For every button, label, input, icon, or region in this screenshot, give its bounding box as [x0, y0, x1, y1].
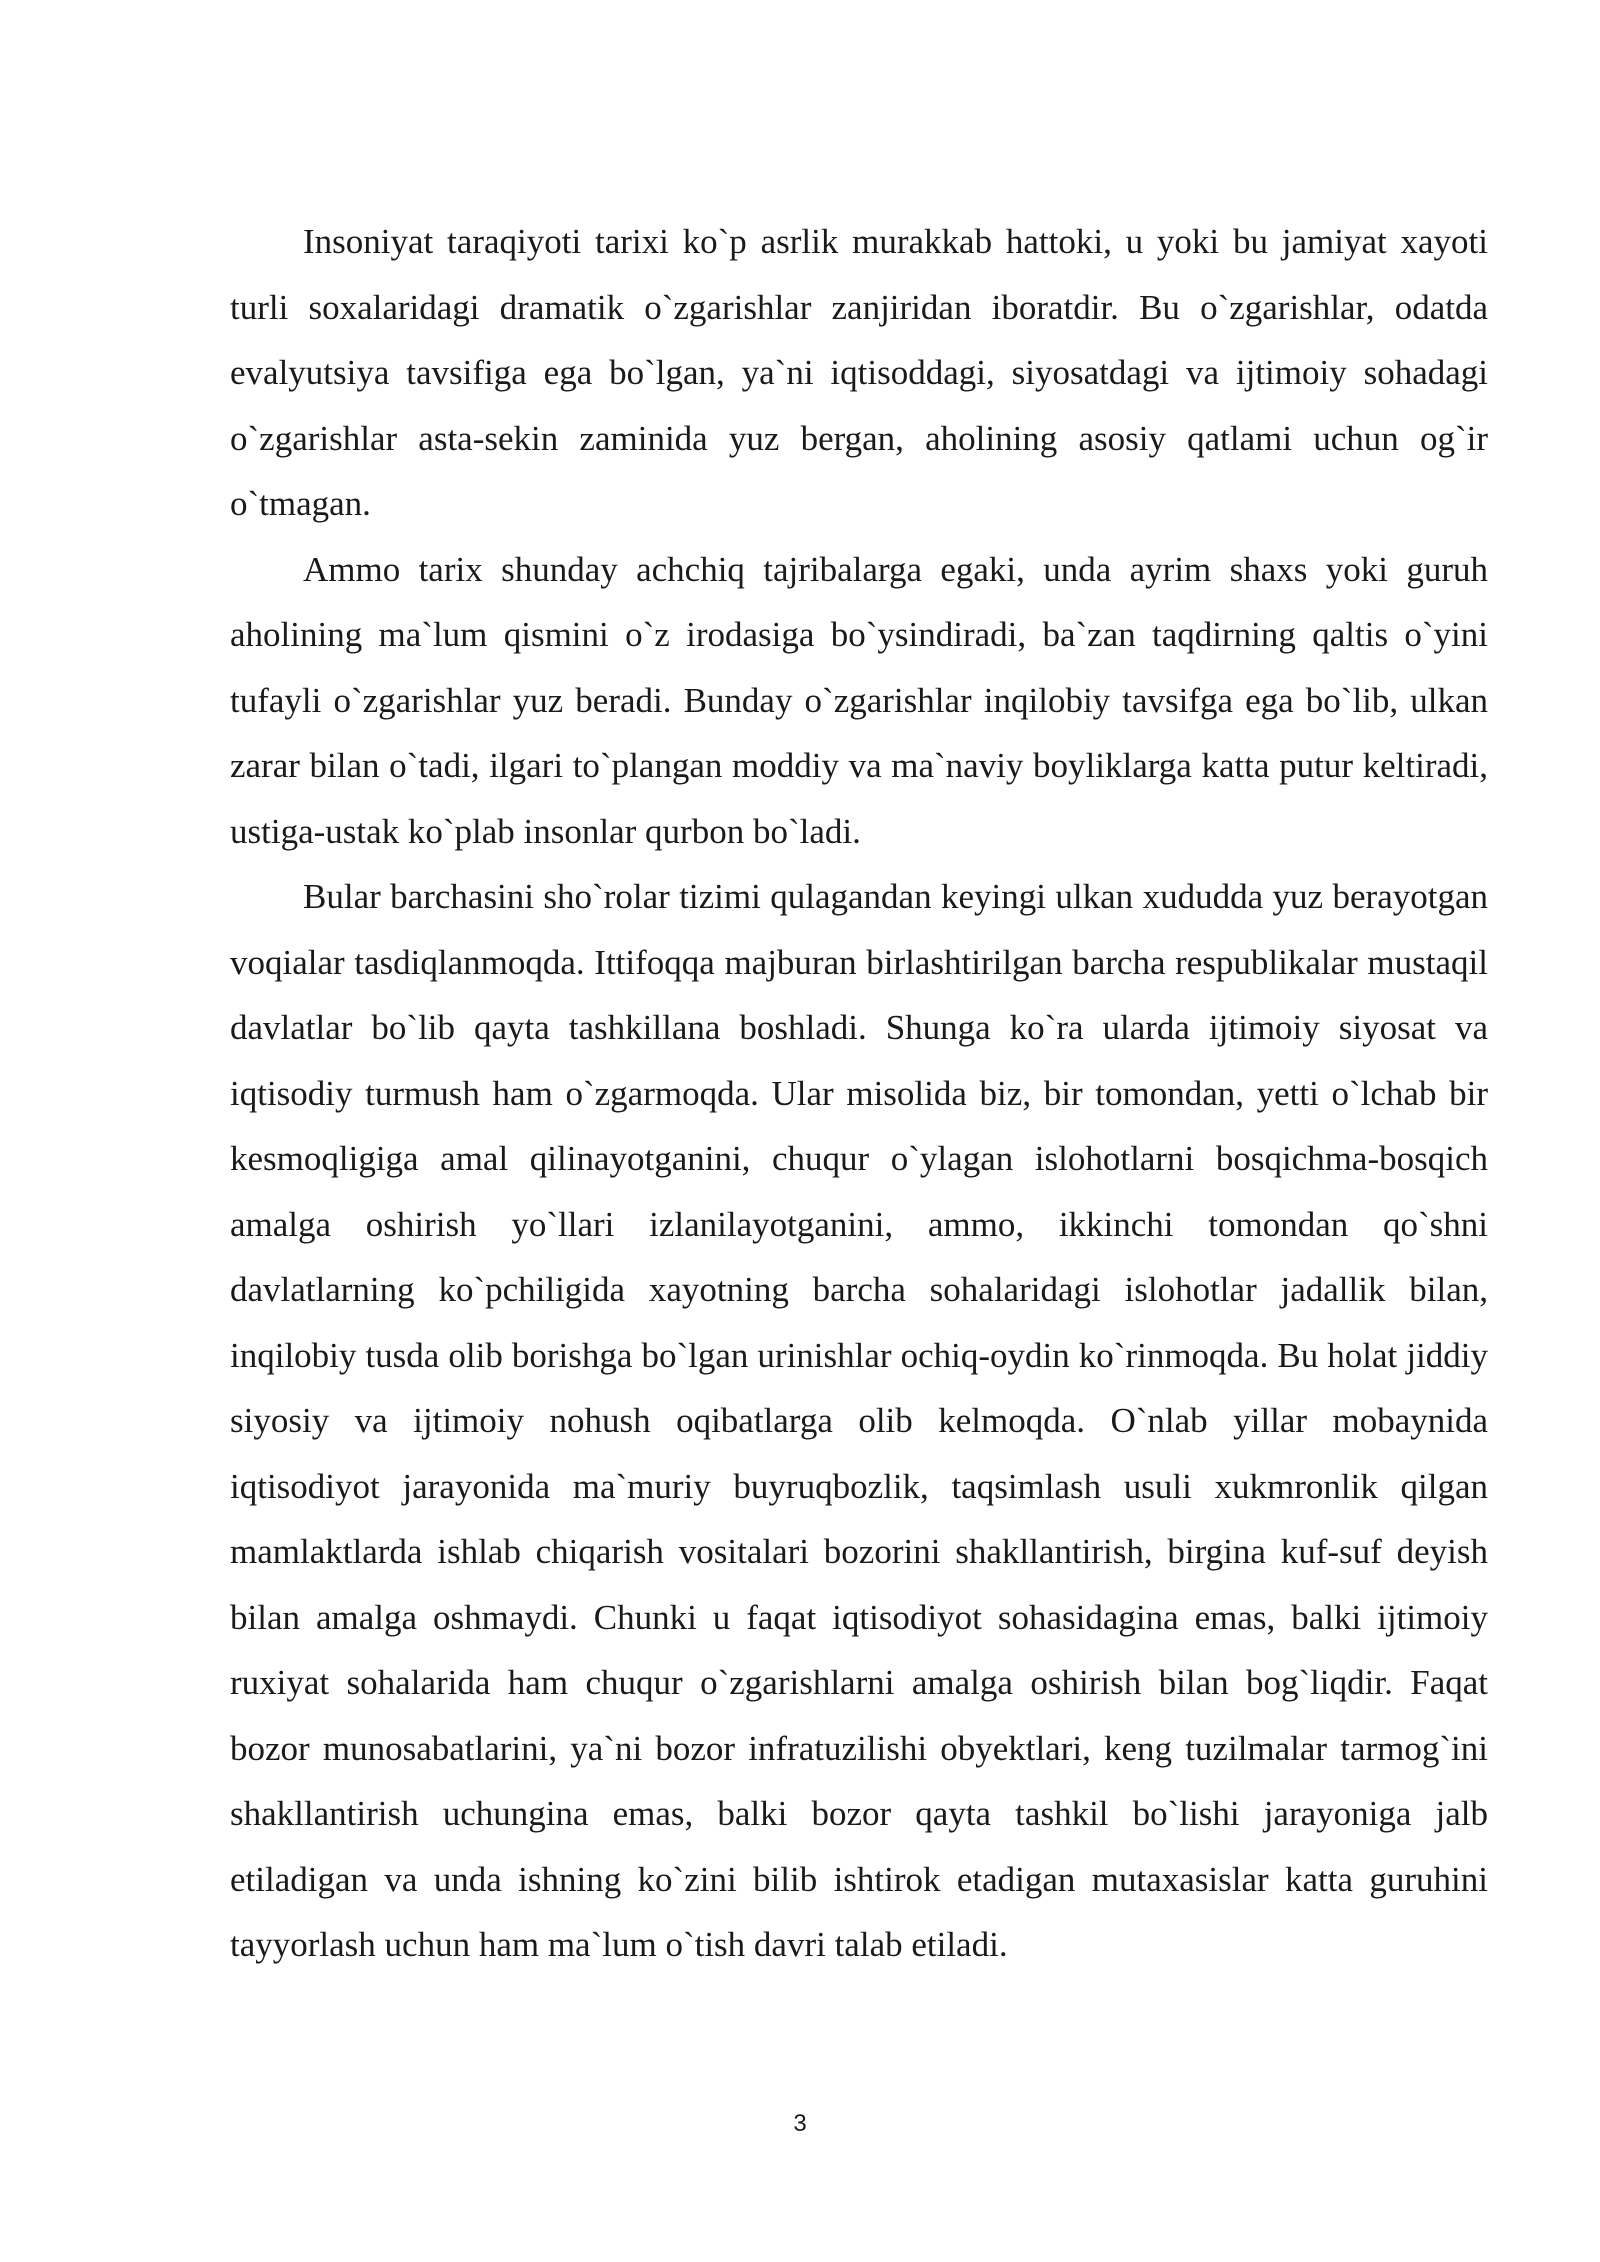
- paragraph-3: Bular barchasini sho`rolar tizimi qulagandan keyingi ulkan xududda yuz berayotgan voqialar tasdiqlanmoqda. Ittifoqqa majburan birlashtirilgan barcha respublikalar mustaqil davlatlar bo`lib qayta tashkillana boshladi. Shunga ko`ra ularda ijtimoiy siyosat va iqtisodiy turmush ham o`zgarmoqda. Ular misolida biz, bir tomondan, yetti o`lchab bir kesmoqligiga amal qilinayotganini, chuqur o`ylagan islohotlarni bosqichma-bosqich amalga oshirish yo`llari izlanilayotganini, ammo, ikkinchi tomondan qo`shni davlatlarning ko`pchiligida xayotning barcha sohalaridagi islohotlar jadallik bilan, inqilobiy tusda olib borishga bo`lgan urinishlar ochiq-oydin ko`rinmoqda. Bu holat jiddiy siyosiy va ijtimoiy nohush oqibatlarga olib kelmoqda. O`nlab yillar mobaynida iqtisodiyot jarayonida ma`muriy buyruqbozlik, taqsimlash usuli xukmronlik qilgan mamlaktlarda ishlab chiqarish vositalari bozorini shakllantirish, birgina kuf-suf deyish bilan amalga oshmaydi. Chunki u faqat iqtisodiyot sohasidagina emas, balki ijtimoiy ruxiyat sohalarida ham chuqur o`zgarishlarni amalga oshirish bilan bog`liqdir. Faqat bozor munosabatlarini, ya`ni bozor infratuzilishi obyektlari, keng tuzilmalar tarmog`ini shakllantirish uchungina emas, balki bozor qayta tashkil bo`lishi jarayoniga jalb etiladigan va unda ishning ko`zini bilib ishtirok etadigan mutaxasislar katta guruhini tayyorlash uchun ham ma`lum o`tish davri talab etiladi.: [230, 877, 1488, 1964]
- page-number: 3: [793, 2110, 807, 2137]
- paragraph-1: Insoniyat taraqiyoti tarixi ko`p asrlik murakkab hattoki, u yoki bu jamiyat xayoti turli soxalaridagi dramatik o`zgarishlar zanjiridan iboratdir. Bu o`zgarishlar, odatda evalyutsiya tavsifiga ega bo`lgan, ya`ni iqtisoddagi, siyosatdagi va ijtimoiy sohadagi o`zgarishlar asta-sekin zaminida yuz bergan, aholining asosiy qatlami uchun og`ir o`tmagan.: [230, 222, 1488, 523]
- body-text: [230, 209, 1488, 1978]
- paragraph-2: Ammo tarix shunday achchiq tajribalarga egaki, unda ayrim shaxs yoki guruh aholining ma`lum qismini o`z irodasiga bo`ysindiradi, ba`zan taqdirning qaltis o`yini tufayli o`zgarishlar yuz beradi. Bunday o`zgarishlar inqilobiy tavsifga ega bo`lib, ulkan zarar bilan o`tadi, ilgari to`plangan moddiy va ma`naviy boyliklarga katta putur keltiradi, ustiga-ustak ko`plab insonlar qurbon bo`ladi.: [230, 549, 1488, 851]
